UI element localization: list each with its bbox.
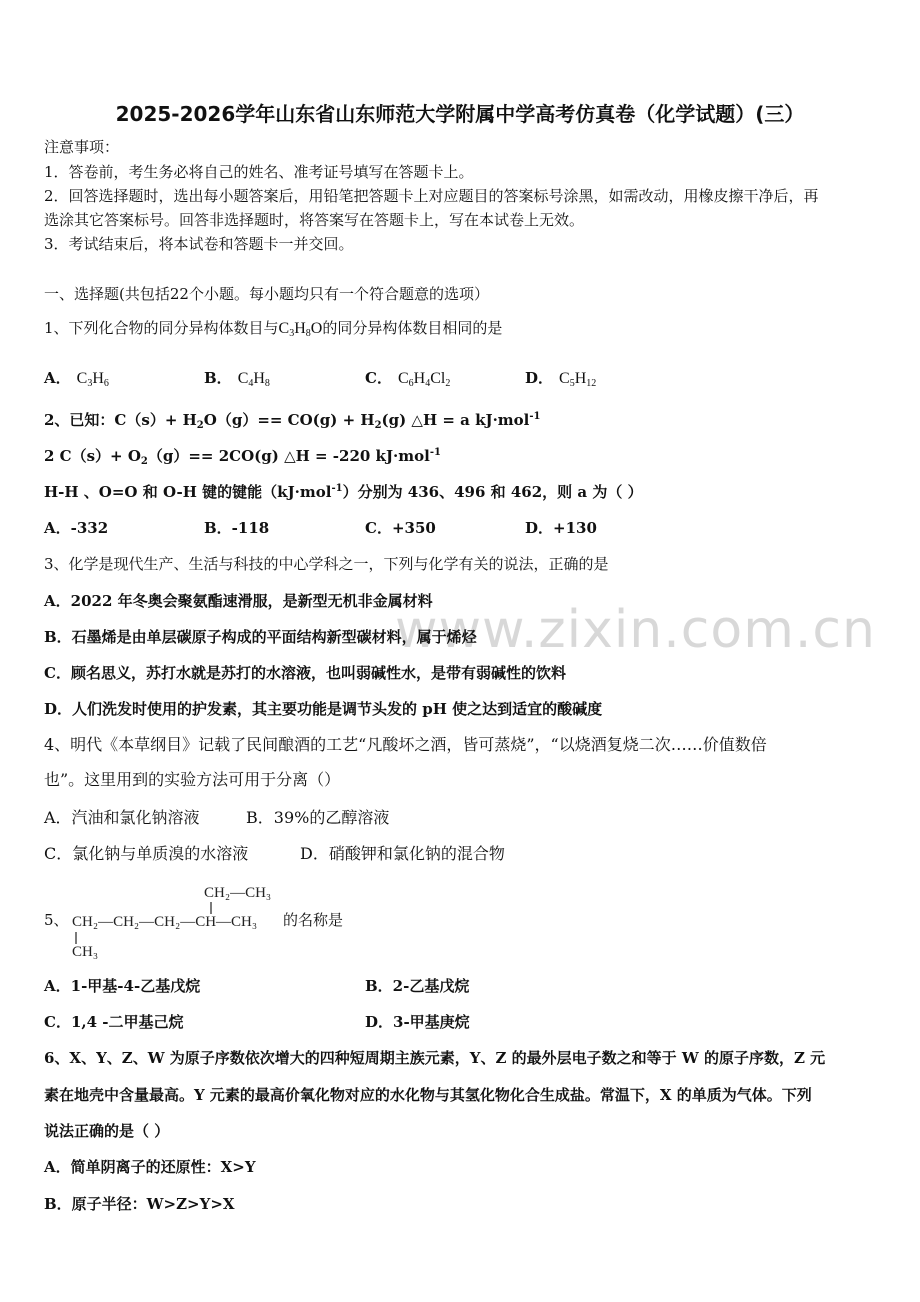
option-b: B．39%的乙醇溶液 [246, 808, 390, 827]
option-c: C．1,4 -二甲基己烷 [44, 1013, 184, 1031]
notice-item: 2．回答选择题时，选出每小题答案后，用铅笔把答题卡上对应题目的答案标号涂黑，如需改动，用橡皮擦干净后，再 [44, 187, 819, 205]
option-d: D． $C_5H_{12}$ [525, 369, 597, 389]
option-b: B．石墨烯是由单层碳原子构成的平面结构新型碳材料，属于烯烃 [44, 628, 477, 646]
option-d: D．3-甲基庚烷 [365, 1013, 470, 1031]
page-title: 2025-2026学年山东省山东师范大学附属中学高考仿真卷（化学试题）(三） [115, 102, 805, 126]
option-b: B．-118 [204, 519, 270, 537]
mol-main-chain: CH₂—CH₂—CH₂—CH—CH₃ [72, 914, 258, 930]
stem-text: 的同分异构体数目相同的是 [322, 319, 503, 337]
section-heading: 一、选择题(共包括22个小题。每小题均只有一个符合题意的选项） [44, 285, 489, 303]
structural-formula [72, 880, 282, 960]
option-b: B．2-乙基戊烷 [365, 977, 470, 995]
question-5-tail: 的名称是 [283, 911, 344, 929]
option-a: A． $C_3H_6$ [44, 369, 109, 389]
option-a: A．1-甲基-4-乙基戊烷 [44, 977, 201, 995]
question-1-stem [44, 318, 502, 339]
formula: $C_3H_8O$ [278, 320, 323, 339]
notice-item: 1．答卷前，考生务必将自己的姓名、准考证号填写在答题卡上。 [44, 163, 474, 181]
option-a: A．汽油和氯化钠溶液 [44, 808, 200, 827]
option-a: A．简单阴离子的还原性：X>Y [44, 1158, 256, 1176]
question-3-stem: 3、化学是现代生产、生活与科技的中心学科之一，下列与化学有关的说法，正确的是 [44, 555, 609, 573]
question-6-stem: 素在地壳中含量最高。Y 元素的最高价氧化物对应的水化物与其氢化物化合生成盐。常温下，X 的单质为气体。下列 [44, 1086, 812, 1104]
option-b: B．原子半径：W>Z>Y>X [44, 1195, 235, 1213]
option-d: D．人们洗发时使用的护发素，其主要功能是调节头发的 pH 使之达到适宜的酸碱度 [44, 700, 603, 718]
option-a: A．2022 年冬奥会聚氨酯速滑服，是新型无机非金属材料 [44, 592, 433, 610]
option-c: C．+350 [365, 519, 436, 537]
mol-branch-bottom: CH₃ [72, 944, 99, 960]
option-d: D．+130 [525, 519, 597, 537]
question-4-stem: 4、明代《本草纲目》记载了民间酿酒的工艺“凡酸坏之酒，皆可蒸烧”，“以烧酒复烧二次……价值数倍 [44, 735, 767, 754]
question-2-line2: 2 $C(s)+ O_2(g)== 2CO(g)$ △H = -220 kJ·mol$^{-1}$ [44, 447, 441, 467]
question-2-line3: H-H 、O=O 和 O-H 键的键能（kJ·mol$^{-1}$）分别为 436、496 和 462，则 a 为（ ） [44, 483, 643, 501]
question-5-number: 5、 [44, 911, 69, 929]
stem-text: 1、下列化合物的同分异构体数目与 [44, 319, 279, 337]
option-c: C． $C_6H_4Cl_2$ [365, 369, 451, 389]
option-d: D．硝酸钾和氯化钠的混合物 [300, 844, 505, 863]
watermark: www.zixin.com.cn [395, 600, 876, 660]
notice-item: 选涂其它答案标号。回答非选择题时，将答案写在答题卡上，写在本试卷上无效。 [44, 211, 585, 229]
question-6-stem: 说法正确的是（ ） [44, 1122, 170, 1140]
question-2-line1: 2、已知：$C(s)+ H_2O(g)== CO(g) + H_2(g)$ △H = a kJ·mol$^{-1}$ [44, 411, 541, 431]
notice-item: 3．考试结束后，将本试卷和答题卡一并交回。 [44, 235, 354, 253]
mol-branch-top: CH₂—CH₃ [204, 885, 272, 901]
option-a: A．-332 [44, 519, 109, 537]
option-b: B． $C_4H_8$ [204, 369, 270, 389]
notice-heading: 注意事项： [44, 138, 120, 156]
question-4-stem: 也”。这里用到的实验方法可用于分离（） [44, 770, 341, 789]
option-c: C．氯化钠与单质溴的水溶液 [44, 844, 249, 863]
option-c: C．顾名思义，苏打水就是苏打的水溶液，也叫弱碱性水，是带有弱碱性的饮料 [44, 664, 566, 682]
question-6-stem: 6、X、Y、Z、W 为原子序数依次增大的四种短周期主族元素，Y、Z 的最外层电子数之和等于 W 的原子序数，Z 元 [44, 1049, 826, 1067]
